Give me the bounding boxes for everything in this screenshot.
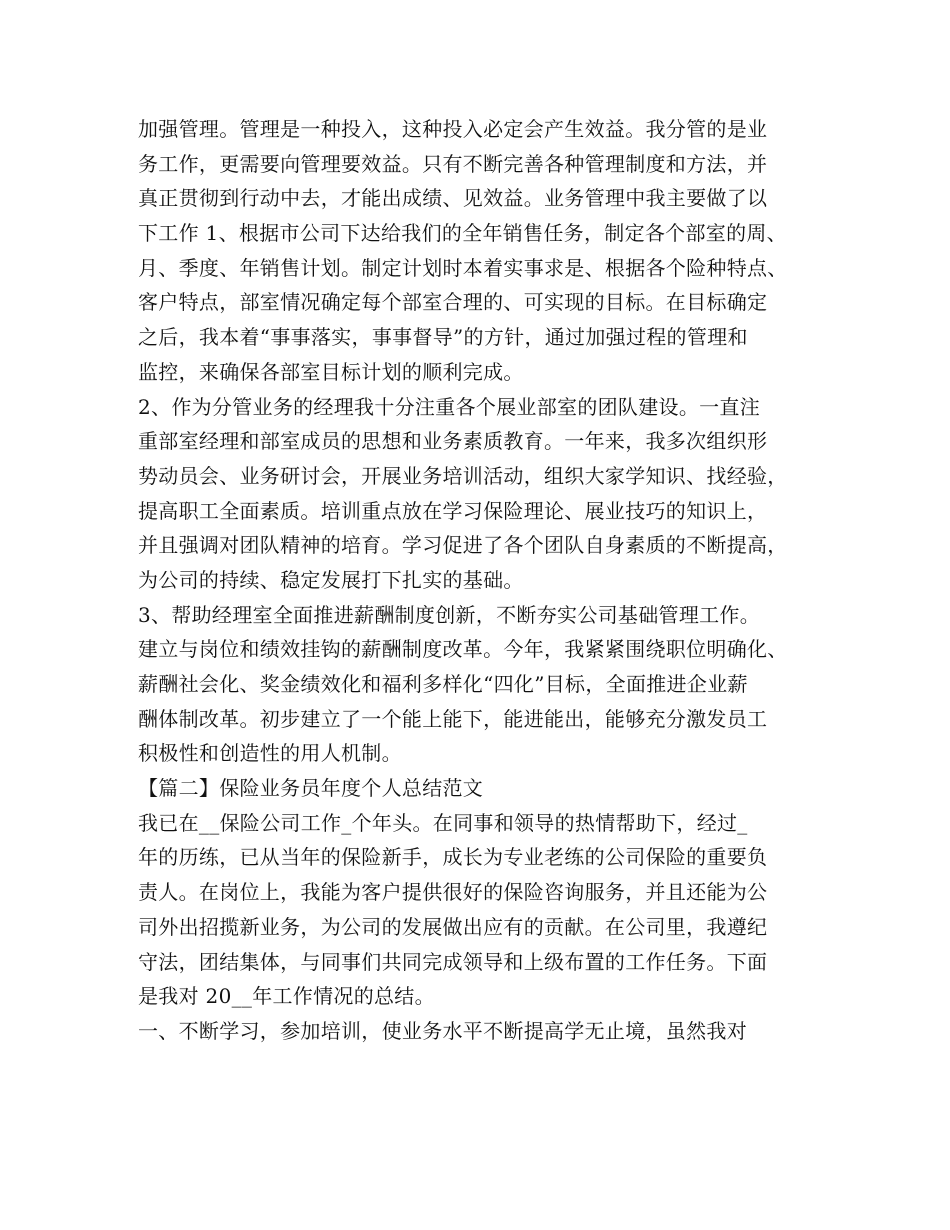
text-line: 提高职工全面素质。培训重点放在学习保险理论、展业技巧的知识上， xyxy=(138,498,768,523)
text-line: 加强管理。管理是一种投入，这种投入必定会产生效益。我分管的是业 xyxy=(138,117,768,141)
text-line: 之后，我本着“事事落实，事事督导”的方针，通过加强过程的管理和 xyxy=(138,325,748,350)
document-body xyxy=(138,112,828,1049)
section-heading: 【篇二】保险业务员年度个人总结范文 xyxy=(138,776,484,801)
text-line: 并且强调对团队精神的培育。学习促进了各个团队自身素质的不断提高， xyxy=(138,533,788,558)
text-line: 是我对 20__年工作情况的总结。 xyxy=(138,984,435,1009)
text-line: 酬体制改革。初步建立了一个能上能下，能进能出，能够充分激发员工 xyxy=(138,706,768,731)
text-line: 监控，来确保各部室目标计划的顺利完成。 xyxy=(138,359,524,384)
text-line: 下工作 1、根据市公司下达给我们的全年销售任务，制定各个部室的周、 xyxy=(138,221,787,246)
text-line: 真正贯彻到行动中去，才能出成绩、见效益。业务管理中我主要做了以 xyxy=(138,186,768,211)
text-line: 重部室经理和部室成员的思想和业务素质教育。一年来，我多次组织形 xyxy=(138,429,768,454)
text-line: 客户特点，部室情况确定每个部室合理的、可实现的目标。在目标确定 xyxy=(138,290,768,315)
text-line: 守法，团结集体，与同事们共同完成领导和上级布置的工作任务。下面 xyxy=(138,949,768,974)
text-line: 积极性和创造性的用人机制。 xyxy=(138,741,402,766)
text-line: 建立与岗位和绩效挂钩的薪酬制度改革。今年，我紧紧围绕职位明确化、 xyxy=(138,637,788,662)
text-line: 月、季度、年销售计划。制定计划时本着实事求是、根据各个险种特点、 xyxy=(138,255,788,280)
text-line: 为公司的持续、稳定发展打下扎实的基础。 xyxy=(138,567,524,592)
text-line: 势动员会、业务研讨会，开展业务培训活动，组织大家学知识、找经验， xyxy=(138,463,788,488)
text-line: 薪酬社会化、奖金绩效化和福利多样化“四化”目标，全面推进企业薪 xyxy=(138,672,748,696)
text-line: 我已在__保险公司工作_个年头。在同事和领导的热情帮助下，经过_ xyxy=(138,810,748,835)
text-line: 务工作，更需要向管理要效益。只有不断完善各种管理制度和方法，并 xyxy=(138,151,768,176)
text-line: 一、不断学习，参加培训，使业务水平不断提高学无止境，虽然我对 xyxy=(138,1018,747,1043)
text-line: 年的历练，已从当年的保险新手，成长为专业老练的公司保险的重要负 xyxy=(138,845,768,870)
text-line: 2、作为分管业务的经理我十分注重各个展业部室的团队建设。一直注 xyxy=(138,394,761,419)
text-line: 责人。在岗位上，我能为客户提供很好的保险咨询服务，并且还能为公 xyxy=(138,880,768,905)
text-line: 司外出招揽新业务，为公司的发展做出应有的贡献。在公司里，我遵纪 xyxy=(138,914,768,939)
text-line: 3、帮助经理室全面推进薪酬制度创新，不断夯实公司基础管理工作。 xyxy=(138,602,761,627)
